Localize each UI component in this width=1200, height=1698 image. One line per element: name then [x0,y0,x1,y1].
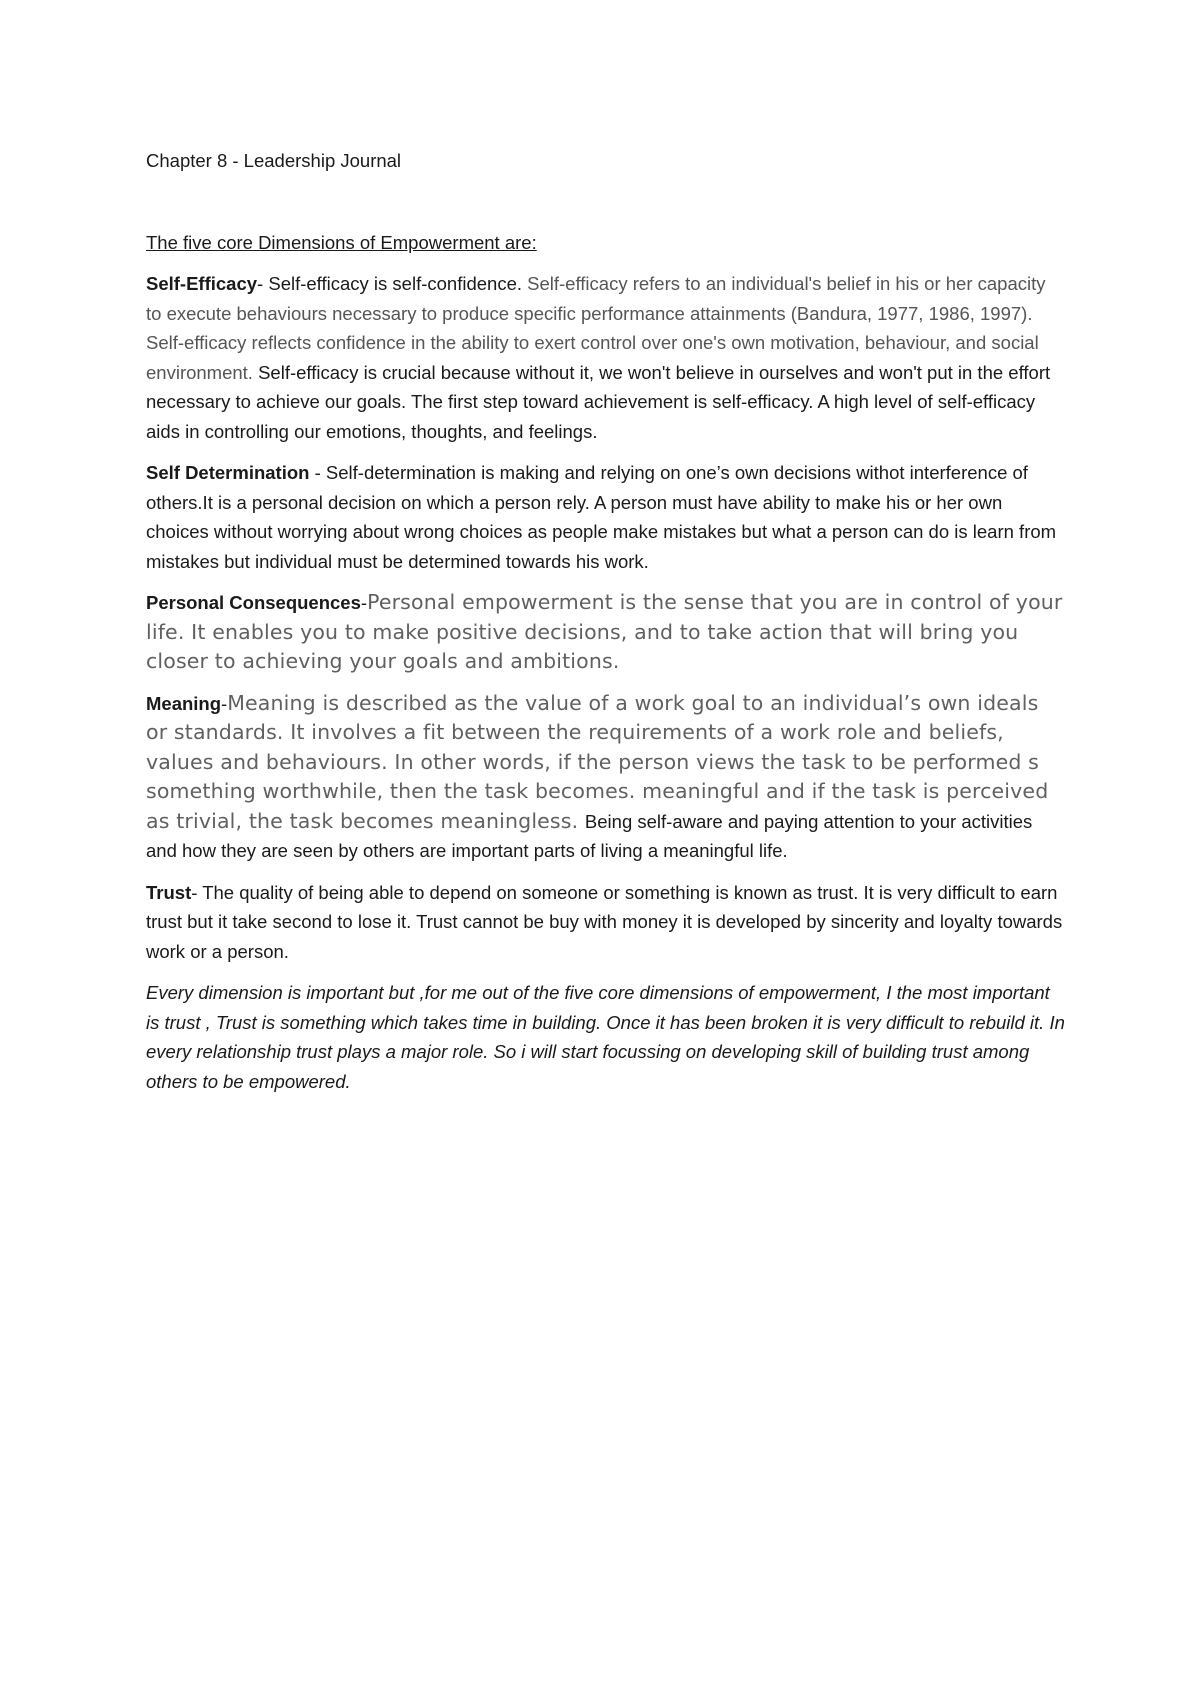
self-efficacy-text-b: Self-efficacy refers to an individual's belief in his or her capacity to execute behaviours necessary to produce specific performance attainments (Bandura, 1977, 1986, 1997). Self-efficacy reflects confidence in the ability to exert control over one's own motivation, behaviour, and social environment. [146,273,1046,383]
personal-consequences-text: Personal empowerment is the sense that you are in control of your life. It enables you to make positive decisions, and to take action that will bring you closer to achieving your goals and ambitions. [146,590,1063,673]
meaning-text-a: Meaning is described as the value of a work goal to an individual’s own ideals or standards. It involves a fit between the requirements of a work role and beliefs, values and behaviours. In other words, if the person views the task to be performed s something worthwhile, then the task becomes. meaningful and if the task is perceived as trivial, the task becomes meaningless. [146,690,1049,833]
term-separator: - [360,592,368,613]
self-determination-text: Self-determination is making and relying on one’s own decisions withot interference of others.It is a personal decision on which a person rely. A person must have ability to make his or her own choices without worrying about wrong choices as people make mistakes but what a person can do is learn from mistakes but individual must be determined towards his work. [146,462,1057,572]
paragraph-meaning [146,689,1066,866]
term-separator: - [221,692,228,714]
term-meaning: Meaning [146,692,222,714]
trust-text: The quality of being able to depend on someone or something is known as trust. It is very difficult to earn trust but it take second to lose it. Trust cannot be buy with money it is developed by sincerity and loyalty towards work or a person. [146,881,1063,962]
meaning-text-b: Being self-aware and paying attention to your activities and how they are seen by others are important parts of living a meaningful life. [146,810,1033,861]
term-separator: - [309,462,326,483]
paragraph-personal-consequences [146,588,1066,677]
paragraph-self-determination [146,458,1066,576]
term-self-determination: Self Determination [146,462,310,483]
intro-heading: The five core Dimensions of Empowerment are: [146,231,537,253]
term-separator: - [257,273,269,294]
document-title: Chapter 8 - Leadership Journal [146,150,402,171]
paragraph-trust [146,878,1066,967]
term-personal-consequences: Personal Consequences [146,592,361,613]
term-trust: Trust [146,881,192,903]
self-efficacy-text-c: Self-efficacy is crucial because without it, we won't believe in ourselves and won't put in the effort necessary to achieve our goals. The first step toward achievement is self-efficacy. A high level of self-efficacy aids in controlling our emotions, thoughts, and feelings. [146,361,1051,442]
term-separator: - [191,881,203,903]
paragraph-self-efficacy [146,269,1066,446]
closing-reflection: Every dimension is important but ,for me out of the five core dimensions of empowerment, I the most important is trust , Trust is something which takes time in building. Once it has been broken it is very difficult to rebuild it. In every relationship trust plays a major role. So i will start focussing on developing skill of building trust among others to be empowered. [146,982,1065,1092]
document-body [146,146,1066,1108]
self-efficacy-text-a: Self-efficacy is self-confidence. [268,273,528,294]
term-self-efficacy: Self-Efficacy [146,273,258,294]
